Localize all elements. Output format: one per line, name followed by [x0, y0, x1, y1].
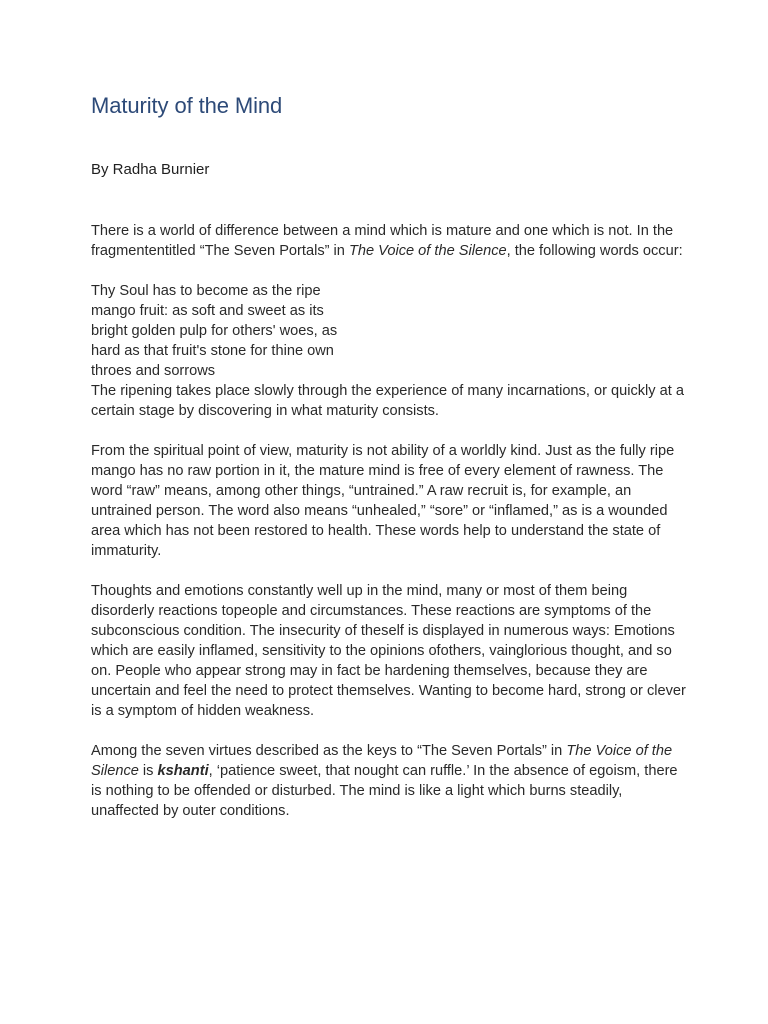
page-title: Maturity of the Mind — [91, 93, 283, 118]
paragraph-ripening: The ripening takes place slowly through the experience of many incarnations, or quickly at a certain stage by discovering in what maturity consists. — [91, 383, 684, 419]
book-title-reference: The Voice of the Silence — [348, 243, 507, 259]
verse-line: Thy Soul has to become as the ripe — [91, 283, 321, 299]
paragraph-intro-text-end: , the following words occur: — [506, 243, 683, 259]
book-title-reference: The Voice of the Silence — [91, 743, 673, 779]
paragraph-virtues-text-start: Among the seven virtues described as the keys to “The Seven Portals” in — [91, 743, 567, 759]
kshanti-term: kshanti — [157, 763, 209, 779]
author-byline: By Radha Burnier — [91, 161, 210, 178]
paragraph-virtues-text-end: , ‘patience sweet, that nought can ruffle.’ In the absence of egoism, there is nothing to be offended or disturbed. The mind is like a light which burns steadily, unaffected by outer conditions. — [91, 763, 678, 819]
verse-line: throes and sorrows — [91, 363, 216, 379]
article-body — [91, 221, 691, 821]
quoted-verse — [91, 281, 691, 381]
paragraph-intro-text-start: There is a world of difference between a mind which is mature and one which is not. In the fragmententitled “The Seven Portals” in — [91, 223, 674, 259]
document-page — [91, 92, 691, 841]
paragraph-virtues-text-mid: is — [138, 763, 158, 779]
paragraph-intro — [91, 221, 691, 261]
verse-line: bright golden pulp for others' woes, as — [91, 323, 338, 339]
verse-line: hard as that fruit's stone for thine own — [91, 343, 334, 359]
paragraph-thoughts-emotions: Thoughts and emotions constantly well up in the mind, many or most of them being disorderly reactions topeople and circumstances. These reactions are symptoms of the subconscious condition. The insecurity of theself is displayed in numerous ways: Emotions which are easily inflamed, sensitivity to the opinions ofothers, vainglorious thought, and so on. People who appear strong may in fact be hardening themselves, because they are uncertain and feel the need to protect themselves. Wanting to become hard, strong or clever is a symptom of hidden weakness. — [91, 583, 686, 719]
paragraph-spiritual-maturity: From the spiritual point of view, maturity is not ability of a worldly kind. Just as the fully ripe mango has no raw portion in it, the mature mind is free of every element of rawness. The word “raw” means, among other things, “untrained.” A raw recruit is, for example, an untrained person. The word also means “unhealed,” “sore” or “inflamed,” as is a wounded area which has not been restored to health. These words help to understand the state of immaturity. — [91, 443, 675, 559]
verse-line: mango fruit: as soft and sweet as its — [91, 303, 324, 319]
paragraph-seven-virtues — [91, 741, 691, 821]
